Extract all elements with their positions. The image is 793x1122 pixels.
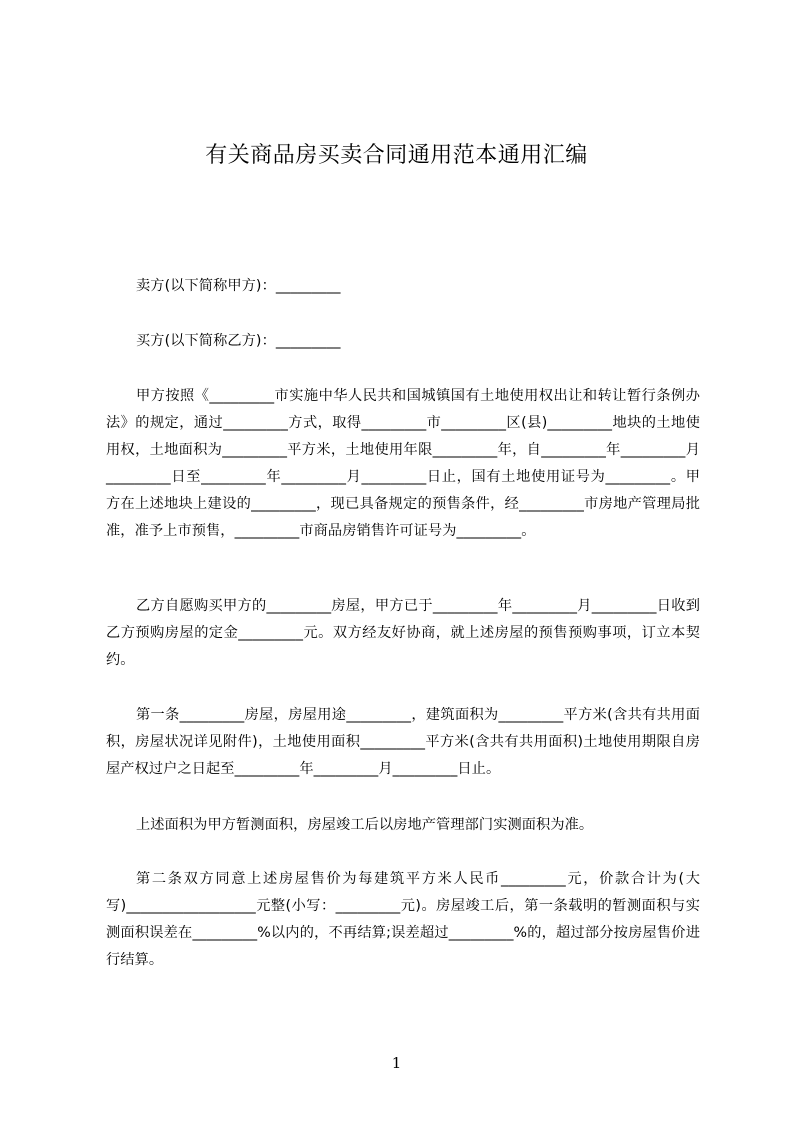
article-one-paragraph: 第一条_________房屋，房屋用途_________，建筑面积为_________平方米(含共有共用面积，房屋状况详见附件)，土地使用面积_________平方米(含共有共用面积)土地使用期限自房屋产权过户之日起至_________年_________月_________日止。 (106, 707, 700, 777)
buyer-line: 买方(以下简称乙方)：_________ (136, 333, 341, 349)
area-note-paragraph: 上述面积为甲方暂测面积，房屋竣工后以房地产管理部门实测面积为准。 (136, 817, 594, 833)
preamble-paragraph: 甲方按照《_________市实施中华人民共和国城镇国有土地使用权出让和转让暂行条例办法》的规定，通过_________方式，取得_________市_________区(县)_________地块的土地使用权，土地面积为_________平方米，土地使用年限_________年，自_________年_________月_________日至_________年_________月_________日止，国有土地使用证号为_________。甲方在上述地块上建设的_________，现已具备规定的预售条件，经_________市房地产管理局批准，准予上市预售，_________市商品房销售许可证号为_________。 (106, 388, 700, 539)
article-two-paragraph: 第二条双方同意上述房屋售价为每建筑平方米人民币_________元，价款合计为(大写)__________________元整(小写：_________元)。房屋竣工后，第一条载明的暂测面积与实测面积误差在_________%以内的，不再结算;误差超过_________%的，超过部分按房屋售价进行结算。 (106, 871, 700, 968)
seller-line: 卖方(以下简称甲方)：_________ (136, 278, 341, 294)
document-title: 有关商品房买卖合同通用范本通用汇编 (205, 143, 588, 168)
deposit-paragraph: 乙方自愿购买甲方的_________房屋，甲方已于_________年_________月_________日收到乙方预购房屋的定金_________元。双方经友好协商，就上述房屋的预售预购事项，订立本契约。 (106, 598, 700, 668)
page-number: 1 (391, 1054, 402, 1072)
